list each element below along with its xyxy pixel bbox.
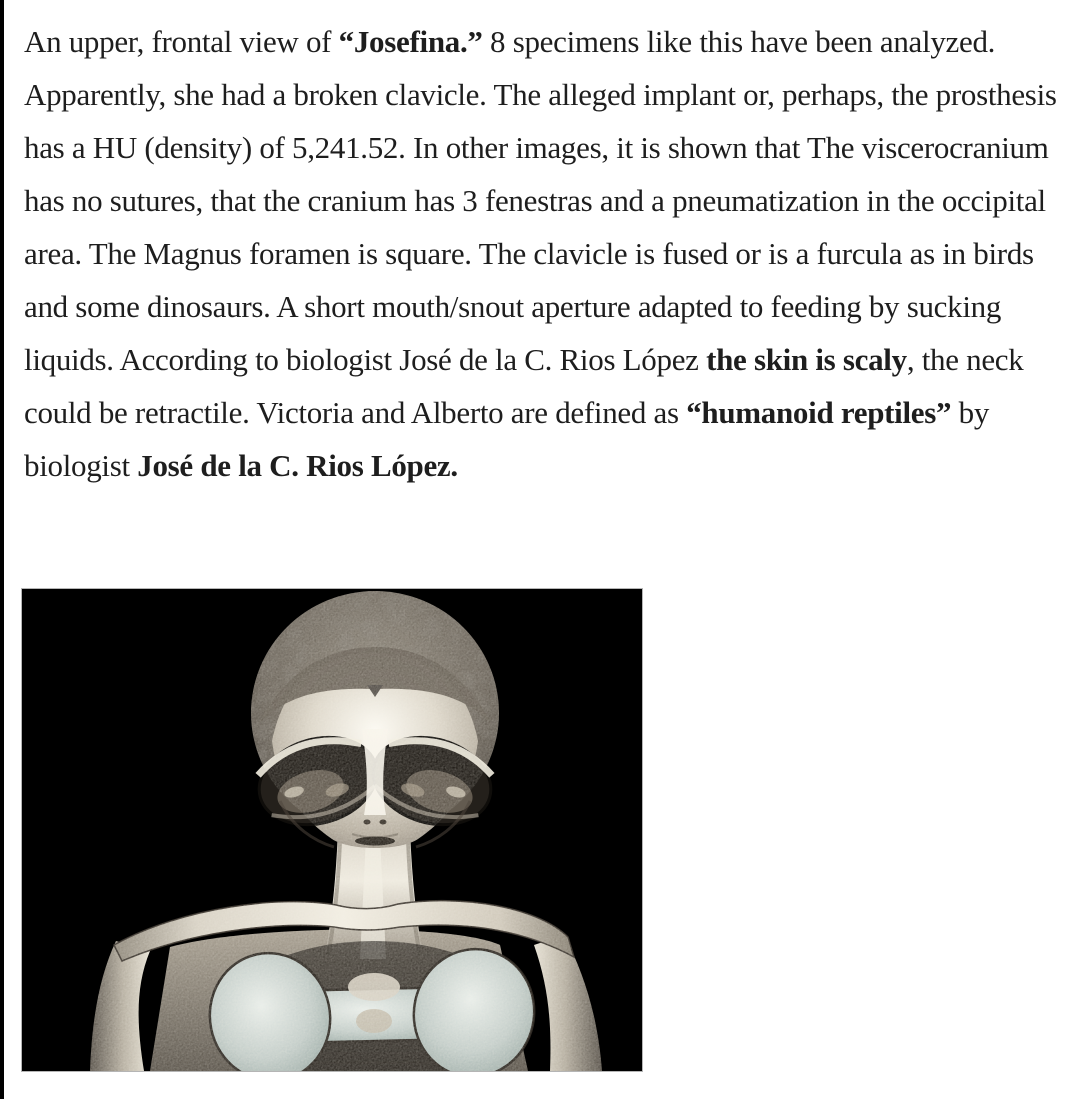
paragraph-bold-run: the skin is scaly	[706, 342, 907, 377]
paragraph-run: An upper, frontal view of	[24, 24, 339, 59]
paragraph-bold-run: “Josefina.”	[338, 24, 483, 59]
paragraph-bold-run: “humanoid reptiles”	[686, 395, 952, 430]
article-paragraph	[24, 15, 1074, 492]
paragraph-run: by biologist	[24, 395, 990, 483]
josefina-ct-scan-image	[22, 589, 642, 1071]
paragraph-run: 8 specimens like this have been analyzed. Apparently, she had a broken clavicle. The alleged implant or, perhaps, the prosthesis has a HU (density) of 5,241.52. In other images, it is shown that The viscerocranium has no sutures, that the cranium has 3 fenestras and a pneumatization in the occipital area. The Magnus foramen is square. The clavicle is fused or is a furcula as in birds and some dinosaurs. A short mouth/snout aperture adapted to feeding by sucking liquids. According to biologist José de la C. Rios López	[24, 24, 1057, 377]
left-edge-strip	[0, 0, 4, 1099]
article	[24, 15, 1074, 492]
josefina-figure	[21, 588, 643, 1072]
paragraph-bold-run: José de la C. Rios López.	[137, 448, 458, 483]
paragraph-run: , the neck could be retractile. Victoria and Alberto are defined as	[24, 342, 1024, 430]
